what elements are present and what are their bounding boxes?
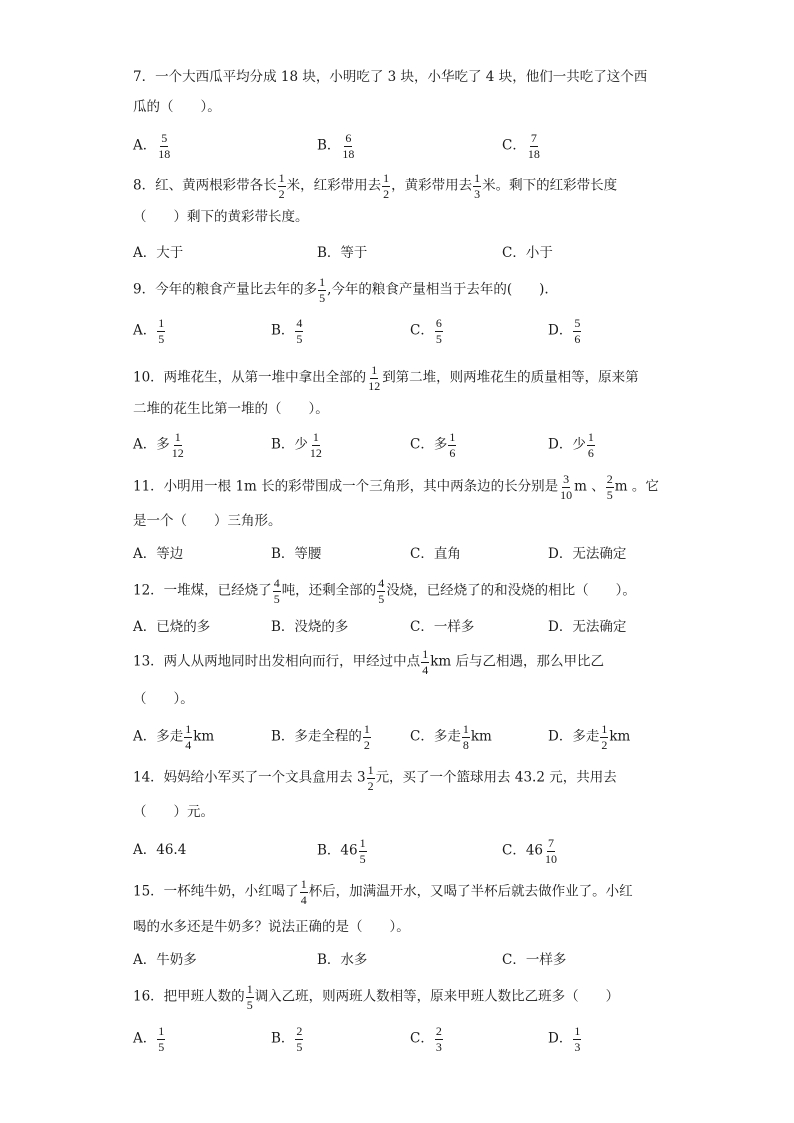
- question-text: ，黄彩带用去: [391, 177, 473, 194]
- fraction-denominator: 3: [474, 186, 481, 201]
- answer-option[interactable]: [271, 621, 348, 635]
- fraction-numerator: 2: [296, 1023, 303, 1038]
- question-text: 吨，还剩全部的: [281, 582, 377, 599]
- fraction-denominator: 18: [158, 146, 171, 161]
- option-label: C．: [410, 322, 434, 339]
- answer-option[interactable]: [410, 1025, 444, 1053]
- answer-option[interactable]: [271, 1025, 304, 1053]
- fraction: [363, 723, 371, 751]
- answer-option[interactable]: [548, 621, 626, 635]
- answer-option[interactable]: [410, 548, 461, 562]
- option-text: 多: [433, 436, 448, 453]
- fraction-numerator: 5: [161, 130, 168, 145]
- option-label: A．: [133, 245, 157, 262]
- option-label: C．: [410, 619, 434, 636]
- option-label: A．: [133, 137, 157, 154]
- fraction: [309, 431, 323, 459]
- option-label: C．: [502, 842, 526, 859]
- option-text: 等于: [340, 245, 368, 262]
- option-label: A．: [133, 1030, 157, 1047]
- fraction-denominator: 5: [435, 331, 442, 346]
- option-label: B．: [317, 842, 341, 859]
- fraction: [587, 431, 595, 459]
- question-text: m 。它: [614, 478, 659, 495]
- option-text: 等腰: [294, 546, 322, 563]
- fraction-denominator: 2: [278, 186, 285, 201]
- fraction-denominator: 5: [246, 997, 253, 1012]
- fraction: [544, 837, 558, 865]
- question-text: 12．一堆煤，已经烧了: [133, 582, 272, 599]
- fraction-denominator: 5: [378, 591, 385, 606]
- fraction: [367, 764, 375, 792]
- fraction: [157, 1025, 165, 1053]
- option-label: D．: [548, 322, 573, 339]
- question-text: 11．小明用一根 1m 长的彩带围成一个三角形，其中两条边的长分别是: [133, 478, 559, 495]
- fraction-numerator: 1: [363, 721, 370, 736]
- fraction: [421, 648, 429, 676]
- fraction: [359, 837, 367, 865]
- fraction-denominator: 5: [296, 1039, 303, 1054]
- fraction: [273, 577, 281, 605]
- question-text: 二堆的花生比第一堆的（ ）。: [133, 401, 329, 418]
- question-text: 米，红彩带用去: [286, 177, 382, 194]
- fraction-denominator: 6: [587, 445, 594, 460]
- answer-option[interactable]: [317, 247, 367, 261]
- fraction-numerator: 5: [574, 315, 581, 330]
- question-text: 到第二堆，则两堆花生的质量相等，原来第: [382, 369, 639, 386]
- fraction: [448, 431, 456, 459]
- option-text: 多: [156, 436, 170, 453]
- fraction: [462, 723, 470, 751]
- answer-option[interactable]: [133, 844, 186, 858]
- question-text: （ ）剩下的黄彩带长度。: [133, 209, 309, 226]
- question-stem: [133, 172, 617, 200]
- answer-option[interactable]: [133, 723, 214, 751]
- option-text: 多走: [572, 728, 600, 745]
- fraction-numerator: 1: [601, 721, 608, 736]
- fraction-numerator: 1: [158, 1023, 165, 1038]
- answer-option[interactable]: [133, 1025, 166, 1053]
- fraction-numerator: 4: [273, 575, 280, 590]
- option-text: 等边: [156, 546, 184, 563]
- fraction-denominator: 12: [368, 378, 381, 393]
- fraction: [157, 132, 171, 160]
- fraction-denominator: 4: [185, 737, 192, 752]
- fraction-numerator: 1: [246, 981, 253, 996]
- question-text: （ ）元。: [133, 804, 214, 821]
- option-label: B．: [271, 728, 295, 745]
- question-stem: [133, 473, 659, 501]
- fraction-denominator: 3: [574, 1039, 581, 1054]
- answer-option[interactable]: [133, 132, 172, 160]
- question-text: ,今年的粮食产量相当于去年的( ).: [327, 281, 549, 298]
- fraction-denominator: 18: [527, 146, 540, 161]
- fraction-numerator: 1: [158, 315, 165, 330]
- question-text: 米。剩下的红彩带长度: [482, 177, 618, 194]
- fraction: [573, 1025, 581, 1053]
- answer-option[interactable]: [548, 548, 626, 562]
- fraction-numerator: 1: [462, 721, 469, 736]
- fraction: [300, 878, 308, 906]
- option-label: D．: [548, 546, 573, 563]
- option-label: A．: [133, 436, 157, 453]
- option-label: A．: [133, 728, 157, 745]
- fraction-denominator: 5: [359, 851, 366, 866]
- answer-option[interactable]: [548, 1025, 582, 1053]
- fraction: [246, 983, 254, 1011]
- question-stem: [133, 577, 636, 605]
- option-label: B．: [271, 1030, 295, 1047]
- fraction-denominator: 18: [342, 146, 355, 161]
- answer-option[interactable]: [502, 132, 542, 160]
- fraction-denominator: 12: [171, 445, 184, 460]
- option-label: C．: [502, 245, 526, 262]
- question-text: 喝的水多还是牛奶多？说法正确的是（ ）。: [133, 919, 410, 936]
- answer-option[interactable]: [133, 621, 210, 635]
- fraction: [382, 172, 390, 200]
- fraction: [573, 317, 581, 345]
- fraction-numerator: 1: [300, 876, 307, 891]
- answer-option[interactable]: [271, 317, 304, 345]
- option-text: 无法确定: [572, 619, 627, 636]
- option-label: C．: [410, 546, 434, 563]
- question-stem: [133, 878, 633, 906]
- question-stem-continued: [133, 693, 194, 707]
- option-text: 多走全程的: [294, 728, 362, 745]
- fraction-denominator: 6: [574, 331, 581, 346]
- option-label: C．: [502, 137, 526, 154]
- answer-option[interactable]: [548, 723, 630, 751]
- answer-option[interactable]: [271, 548, 321, 562]
- answer-option[interactable]: [271, 431, 324, 459]
- question-text: 是一个（ ）三角形。: [133, 513, 282, 530]
- question-text: 16．把甲班人数的: [133, 988, 245, 1005]
- option-label: B．: [317, 137, 341, 154]
- question-stem: [133, 983, 619, 1011]
- question-stem-continued: [133, 921, 410, 935]
- fraction: [295, 317, 303, 345]
- fraction: [341, 132, 355, 160]
- fraction-denominator: 10: [545, 851, 558, 866]
- fraction-numerator: 1: [278, 170, 285, 185]
- option-text: 46.4: [156, 842, 187, 859]
- fraction-denominator: 4: [300, 892, 307, 907]
- answer-option[interactable]: [502, 837, 559, 865]
- fraction-numerator: 6: [435, 315, 442, 330]
- fraction-denominator: 5: [158, 1039, 165, 1054]
- option-label: B．: [317, 245, 341, 262]
- fraction-numerator: 3: [563, 471, 570, 486]
- option-text: 没烧的多: [294, 619, 349, 636]
- answer-option[interactable]: [133, 548, 183, 562]
- answer-option[interactable]: [502, 247, 553, 261]
- option-unit: km: [609, 728, 631, 745]
- option-label: D．: [548, 436, 573, 453]
- fraction-numerator: 1: [449, 429, 456, 444]
- option-text: 已烧的多: [156, 619, 211, 636]
- fraction: [559, 473, 573, 501]
- fraction-numerator: 1: [474, 170, 481, 185]
- option-unit: km: [193, 728, 215, 745]
- option-label: B．: [271, 619, 295, 636]
- option-text: 一样多: [433, 619, 475, 636]
- fraction-numerator: 1: [174, 429, 181, 444]
- answer-option[interactable]: [317, 837, 368, 865]
- question-stem-continued: [133, 211, 309, 225]
- answer-option[interactable]: [502, 954, 566, 968]
- option-label: B．: [271, 546, 295, 563]
- fraction-denominator: 2: [367, 778, 374, 793]
- fraction-denominator: 4: [422, 662, 429, 677]
- fraction: [377, 577, 385, 605]
- fraction-denominator: 10: [560, 487, 573, 502]
- option-label: C．: [502, 952, 526, 969]
- fraction: [318, 276, 326, 304]
- option-label: A．: [133, 842, 157, 859]
- fraction-denominator: 3: [435, 1039, 442, 1054]
- option-text: 多走: [156, 728, 184, 745]
- fraction-numerator: 7: [530, 130, 537, 145]
- question-stem: [133, 648, 604, 676]
- answer-option[interactable]: [317, 954, 367, 968]
- option-text: 直角: [433, 546, 461, 563]
- fraction-denominator: 5: [296, 331, 303, 346]
- question-text: 10．两堆花生，从第一堆中拿出全部的: [133, 369, 367, 386]
- fraction-numerator: 1: [371, 362, 378, 377]
- fraction: [171, 431, 185, 459]
- fraction-denominator: 8: [462, 737, 469, 752]
- option-text: 大于: [156, 245, 184, 262]
- fraction-numerator: 2: [435, 1023, 442, 1038]
- question-text: 没烧，已经烧了的和没烧的相比（ ）。: [386, 582, 636, 599]
- fraction: [184, 723, 192, 751]
- fraction-numerator: 2: [606, 471, 613, 486]
- answer-option[interactable]: [133, 247, 183, 261]
- answer-option[interactable]: [271, 723, 372, 751]
- answer-option[interactable]: [410, 621, 474, 635]
- option-label: C．: [410, 728, 434, 745]
- option-label: A．: [133, 322, 157, 339]
- option-text: 少: [294, 436, 308, 453]
- option-text: 牛奶多: [156, 952, 197, 969]
- question-text: 15．一杯纯牛奶，小红喝了: [133, 883, 299, 900]
- option-label: C．: [410, 1030, 434, 1047]
- question-stem: [133, 276, 549, 304]
- option-text: 少: [572, 436, 586, 453]
- answer-option[interactable]: [133, 317, 166, 345]
- fraction: [527, 132, 541, 160]
- fraction-denominator: 6: [449, 445, 456, 460]
- fraction-denominator: 2: [363, 737, 370, 752]
- option-text: 无法确定: [572, 546, 627, 563]
- fraction: [606, 473, 614, 501]
- fraction-denominator: 5: [319, 290, 326, 305]
- option-text: 多走: [433, 728, 461, 745]
- fraction-numerator: 1: [574, 1023, 581, 1038]
- question-text: km 后与乙相遇，那么甲比乙: [430, 653, 604, 670]
- answer-option[interactable]: [548, 317, 582, 345]
- option-label: A．: [133, 952, 157, 969]
- question-text: 瓜的（ ）。: [133, 99, 221, 116]
- fraction-numerator: 1: [587, 429, 594, 444]
- option-text: 46: [525, 842, 544, 859]
- fraction: [157, 317, 165, 345]
- answer-option[interactable]: [133, 431, 186, 459]
- question-text: 元，买了一个篮球用去 43.2 元，共用去: [375, 769, 617, 786]
- question-text: 7．一个大西瓜平均分成 18 块，小明吃了 3 块，小华吃了 4 块，他们一共吃了这个西: [133, 69, 648, 86]
- fraction-numerator: 1: [312, 429, 319, 444]
- fraction-denominator: 5: [158, 331, 165, 346]
- option-text: 一样多: [525, 952, 567, 969]
- option-label: D．: [548, 619, 573, 636]
- fraction-denominator: 2: [383, 186, 390, 201]
- fraction-numerator: 1: [319, 274, 326, 289]
- option-label: A．: [133, 619, 157, 636]
- question-stem: [133, 71, 647, 85]
- fraction-denominator: 5: [606, 487, 613, 502]
- question-text: 杯后，加满温开水，又喝了半杯后就去做作业了。小红: [308, 883, 633, 900]
- answer-option[interactable]: [410, 431, 457, 459]
- fraction: [367, 364, 381, 392]
- fraction-numerator: 6: [345, 130, 352, 145]
- fraction-numerator: 1: [422, 646, 429, 661]
- fraction-numerator: 4: [296, 315, 303, 330]
- question-text: 9．今年的粮食产量比去年的多: [133, 281, 318, 298]
- question-stem-continued: [133, 101, 221, 115]
- answer-option[interactable]: [133, 954, 197, 968]
- option-text: 46: [340, 842, 358, 859]
- question-stem: [133, 764, 617, 792]
- answer-option[interactable]: [410, 723, 492, 751]
- question-stem-continued: [133, 515, 282, 529]
- fraction-denominator: 2: [601, 737, 608, 752]
- question-text: （ ）。: [133, 691, 194, 708]
- option-label: A．: [133, 546, 157, 563]
- option-unit: km: [470, 728, 492, 745]
- fraction-denominator: 5: [273, 591, 280, 606]
- question-stem: [133, 364, 639, 392]
- option-label: D．: [548, 1030, 573, 1047]
- question-stem-continued: [133, 806, 214, 820]
- question-text: 13．两人从两地同时出发相向而行，甲经过中点: [133, 653, 421, 670]
- answer-option[interactable]: [548, 431, 596, 459]
- fraction-numerator: 1: [359, 835, 366, 850]
- option-text: 水多: [340, 952, 368, 969]
- fraction-numerator: 1: [185, 721, 192, 736]
- question-stem-continued: [133, 403, 329, 417]
- option-label: B．: [271, 436, 295, 453]
- answer-option[interactable]: [410, 317, 444, 345]
- option-label: B．: [317, 952, 341, 969]
- option-label: B．: [271, 322, 295, 339]
- fraction: [600, 723, 608, 751]
- fraction: [278, 172, 286, 200]
- fraction-numerator: 1: [383, 170, 390, 185]
- fraction-denominator: 12: [309, 445, 322, 460]
- question-text: m 、: [574, 478, 605, 495]
- fraction-numerator: 7: [548, 835, 555, 850]
- option-label: C．: [410, 436, 434, 453]
- question-text: 14．妈妈给小军买了一个文具盒用去 3: [133, 769, 366, 786]
- fraction: [435, 1025, 443, 1053]
- fraction-numerator: 4: [378, 575, 385, 590]
- option-label: D．: [548, 728, 573, 745]
- question-text: 调入乙班，则两班人数相等，原来甲班人数比乙班多（ ）: [254, 988, 620, 1005]
- question-text: 8．红、黄两根彩带各长: [133, 177, 277, 194]
- answer-option[interactable]: [317, 132, 356, 160]
- fraction: [435, 317, 443, 345]
- option-text: 小于: [525, 245, 553, 262]
- fraction: [473, 172, 481, 200]
- fraction-numerator: 1: [367, 762, 374, 777]
- fraction: [295, 1025, 303, 1053]
